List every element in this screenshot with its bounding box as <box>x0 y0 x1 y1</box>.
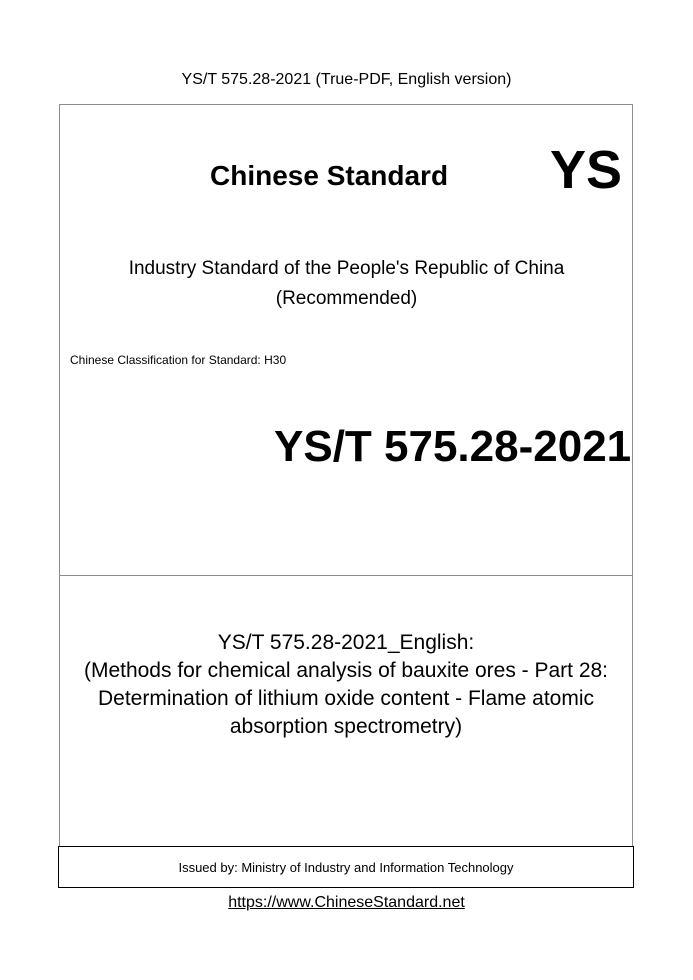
issuer-box <box>58 846 634 888</box>
issuer-text: Issued by: Ministry of Industry and Information Technology <box>178 859 514 875</box>
description-line: absorption spectrometry) <box>229 715 463 738</box>
classification-text: Chinese Classification for Standard: H30 <box>70 353 287 367</box>
description-line: YS/T 575.28-2021_English: <box>217 631 475 654</box>
document-header-title: YS/T 575.28-2021 (True-PDF, English version) <box>181 71 512 88</box>
website-link[interactable]: https://www.ChineseStandard.net <box>228 894 465 911</box>
recommended-label: (Recommended) <box>275 288 418 309</box>
industry-standard-line: Industry Standard of the People's Republic of China <box>128 258 565 279</box>
standard-category-code: YS <box>550 140 623 200</box>
footer <box>0 893 693 913</box>
description-line: Determination of lithium oxide content - Flame atomic <box>97 687 595 710</box>
standard-description <box>60 629 632 741</box>
description-line: (Methods for chemical analysis of bauxite ores - Part 28: <box>83 659 609 682</box>
cover-title: Chinese Standard <box>210 160 449 191</box>
standard-number: YS/T 575.28-2021 <box>274 422 632 471</box>
